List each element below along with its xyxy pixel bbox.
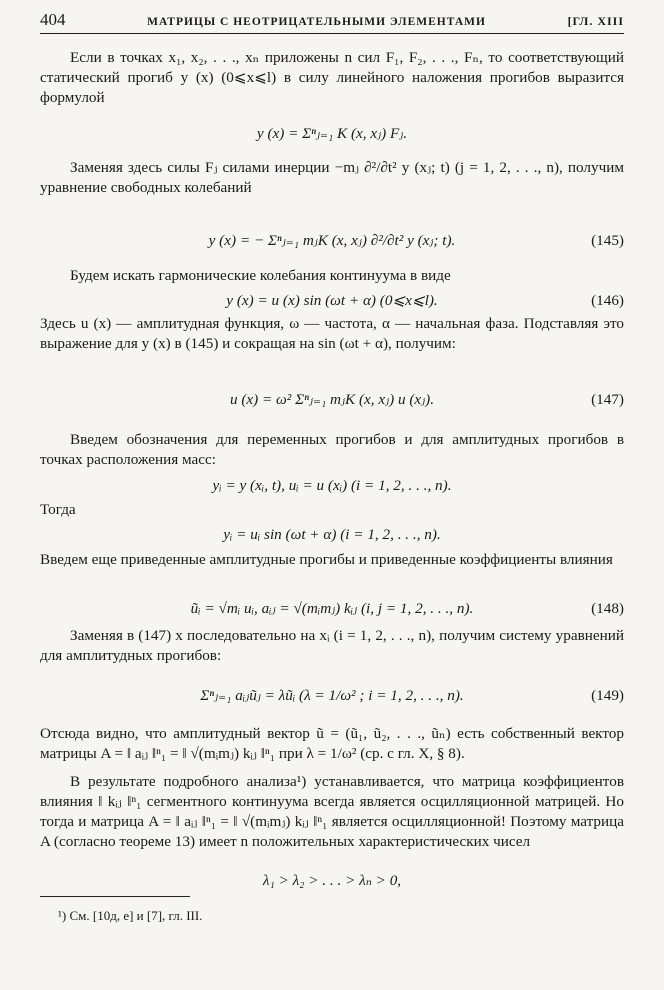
footnote-rule xyxy=(40,896,190,897)
equation-body: ũᵢ = √mᵢ uᵢ, aᵢⱼ = √(mᵢmⱼ) kᵢⱼ (i, j = 1, 2, . . ., n). xyxy=(190,600,474,617)
paragraph: Заменяя в (147) x последовательно на xᵢ (i = 1, 2, . . ., n), получим систему уравнений для амплитудных прогибов: xyxy=(40,627,624,664)
equation-number: (147) xyxy=(591,391,624,408)
footnote: ¹) См. [10д, e] и [7], гл. III. xyxy=(58,908,203,923)
paragraph: Введем еще приведенные амплитудные прогибы и приведенные коэффициенты влияния xyxy=(40,551,613,568)
equation-149 xyxy=(40,668,624,724)
equation xyxy=(40,520,624,550)
equation xyxy=(40,110,624,158)
equation-145 xyxy=(40,216,624,266)
equation xyxy=(40,472,624,500)
equation-body: y (x) = − Σⁿⱼ₌₁ mⱼK (x, xⱼ) ∂²/∂t² y (xⱼ; t). xyxy=(208,232,456,249)
equation-body: λ₁ > λ₂ > . . . > λₙ > 0, xyxy=(262,872,402,889)
paragraph: Если в точках x₁, x₂, . . ., xₙ приложены n сил F₁, F₂, . . ., Fₙ, то соответствующий статический прогиб y (x) (0⩽x⩽l) в силу линейного наложения прогибов выразится формулой xyxy=(40,49,624,106)
equation-body: yᵢ = uᵢ sin (ωt + α) (i = 1, 2, . . ., n). xyxy=(223,526,441,543)
running-title: МАТРИЦЫ С НЕОТРИЦАТЕЛЬНЫМИ ЭЛЕМЕНТАМИ xyxy=(147,16,486,28)
equation-number: (145) xyxy=(591,232,624,249)
equation-146 xyxy=(40,288,624,314)
equation-body: y (x) = u (x) sin (ωt + α) (0⩽x⩽l). xyxy=(226,292,438,309)
paragraph: В результате подробного анализа¹) устанавливается, что матрица коэффициентов влияния ‖ kᵢⱼ ‖ⁿ₁ сегментного континуума всегда является осцилляционной матрицей. Но тогда и матрица A = ‖ aᵢⱼ ‖ⁿ₁ = ‖ √(mᵢmⱼ) kᵢⱼ ‖ⁿ₁ является осцилляционной! Поэтому матрица A (согласно теореме 13) имеет n положительных характеристических чисел xyxy=(40,773,624,850)
equation-body: y (x) = Σⁿⱼ₌₁ K (x, xⱼ) Fⱼ. xyxy=(256,125,408,142)
equation-147 xyxy=(40,374,624,426)
equation xyxy=(40,866,624,896)
paragraph: Заменяя здесь силы Fⱼ силами инерции −mⱼ ∂²/∂t² y (xⱼ; t) (j = 1, 2, . . ., n), получим уравнение свободных колебаний xyxy=(40,159,624,196)
paragraph: Тогда xyxy=(40,501,76,518)
equation-body: yᵢ = y (xᵢ, t), uᵢ = u (xᵢ) (i = 1, 2, . . ., n). xyxy=(212,477,452,494)
paragraph: Здесь u (x) — амплитудная функция, ω — частота, α — начальная фаза. Подставляя это выражение для y (x) в (145) и сокращая на sin (ωt + α), получим: xyxy=(40,315,624,352)
page-body xyxy=(40,48,624,896)
equation-number: (148) xyxy=(591,600,624,617)
equation-number: (146) xyxy=(591,292,624,309)
equation-148 xyxy=(40,592,624,626)
paragraph: Отсюда видно, что амплитудный вектор ũ = (ũ₁, ũ₂, . . ., ũₙ) есть собственный вектор матрицы A = ‖ aᵢⱼ ‖ⁿ₁ = ‖ √(mᵢmⱼ) kᵢⱼ ‖ⁿ₁ при λ = 1/ω² (ср. с гл. X, § 8). xyxy=(40,725,624,762)
header-rule xyxy=(40,33,624,34)
page-number: 404 xyxy=(40,10,66,29)
equation-body: Σⁿⱼ₌₁ aᵢⱼũⱼ = λũᵢ (λ = 1/ω² ; i = 1, 2, . . ., n). xyxy=(200,687,464,704)
running-header xyxy=(40,10,624,32)
equation-body: u (x) = ω² Σⁿⱼ₌₁ mⱼK (x, xⱼ) u (xⱼ). xyxy=(229,391,435,408)
chapter-label: [ГЛ. XIII xyxy=(567,14,624,28)
paragraph: Введем обозначения для переменных прогибов и для амплитудных прогибов в точках расположения масс: xyxy=(40,431,624,468)
paragraph: Будем искать гармонические колебания континуума в виде xyxy=(70,267,451,284)
equation-number: (149) xyxy=(591,687,624,704)
